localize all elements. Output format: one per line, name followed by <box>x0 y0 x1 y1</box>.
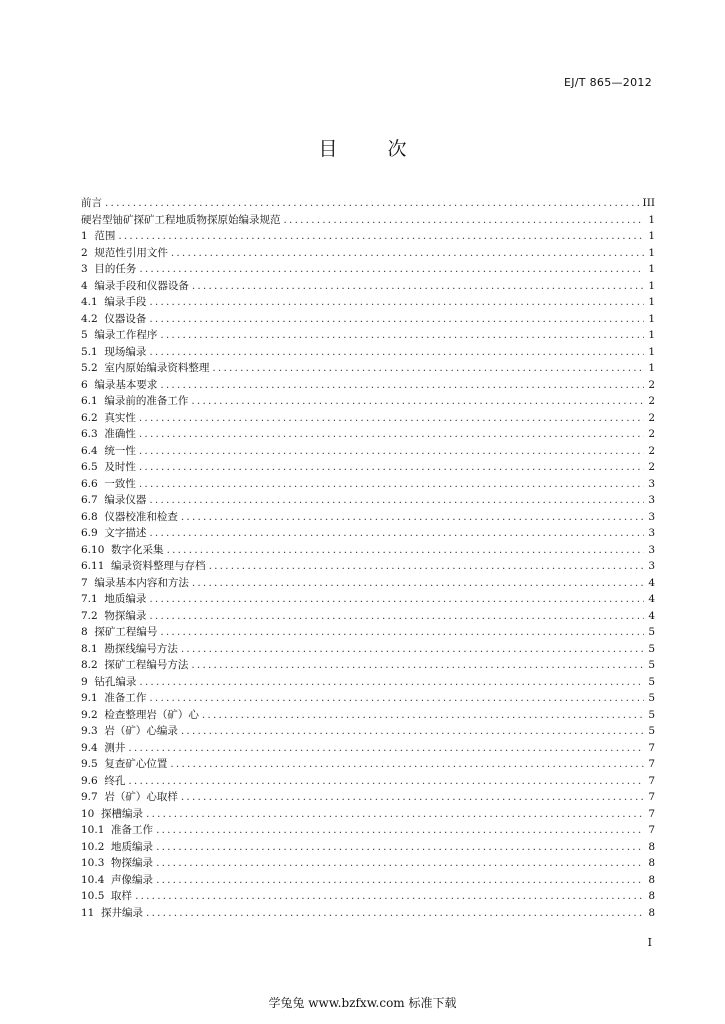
toc-entry-page: 3 <box>648 494 655 506</box>
toc-entry <box>81 459 655 476</box>
toc-entry-page: 1 <box>648 246 655 259</box>
toc-entry <box>81 872 655 889</box>
toc-entry <box>81 393 655 410</box>
toc-leader-dots <box>167 542 644 559</box>
toc-leader-dots <box>160 377 644 394</box>
toc-leader-dots <box>146 905 644 922</box>
toc-leader-dots <box>156 855 644 872</box>
toc-entry <box>81 690 655 707</box>
toc-entry-label: 11 探井编录 <box>81 906 144 919</box>
toc-leader-dots <box>191 393 644 410</box>
toc-entry-label: 8 探矿工程编号 <box>81 626 158 638</box>
toc-leader-dots <box>139 443 644 460</box>
toc-leader-dots <box>139 476 644 493</box>
toc-leader-dots <box>209 558 644 575</box>
toc-entry-label: 1 范围 <box>81 230 116 242</box>
toc-entry-label: 9.1 准备工作 <box>81 692 147 704</box>
toc-leader-dots <box>139 261 644 278</box>
toc-entry-page: 2 <box>648 444 655 457</box>
toc-entry <box>81 707 655 724</box>
toc-entry <box>81 773 655 790</box>
toc-entry-label: 6.6 一致性 <box>81 477 136 490</box>
toc-entry-label: 5.1 现场编录 <box>81 345 147 358</box>
toc-entry-label: 7 编录基本内容和方法 <box>81 576 189 589</box>
toc-entry-page: 7 <box>648 774 655 787</box>
toc-entry <box>81 212 655 229</box>
toc-entry <box>81 327 655 344</box>
toc-entry <box>81 855 655 872</box>
toc-entry-page: 8 <box>648 857 655 869</box>
toc-entry-page: 8 <box>648 840 655 853</box>
toc-entry-page: 5 <box>648 642 655 655</box>
toc-leader-dots <box>149 608 644 625</box>
toc-entry-label: 6.7 编录仪器 <box>81 494 147 506</box>
toc-entry <box>81 888 655 905</box>
toc-entry-label: 7.2 物探编录 <box>81 609 147 622</box>
toc-entry <box>81 756 655 773</box>
toc-entry-label: 6.10 数字化采集 <box>81 543 164 556</box>
toc-entry <box>81 839 655 856</box>
toc-leader-dots <box>156 839 644 856</box>
toc-entry <box>81 624 655 641</box>
toc-leader-dots <box>149 525 644 542</box>
toc-entry <box>81 245 655 262</box>
toc-entry-label: 9.6 终孔 <box>81 774 126 787</box>
toc-entry-label: 10.5 取样 <box>81 890 133 902</box>
toc-entry <box>81 542 655 559</box>
toc-entry <box>81 789 655 806</box>
toc-entry <box>81 377 655 394</box>
toc-leader-dots <box>202 707 644 724</box>
toc-entry-label: 4 编录手段和仪器设备 <box>81 279 189 292</box>
toc-entry <box>81 674 655 691</box>
toc-entry-label: 9.2 检查整理岩（矿）心 <box>81 708 199 721</box>
page-title: 目 次 <box>318 138 429 160</box>
toc-entry-label: 3 目的任务 <box>81 263 137 275</box>
toc-entry-label: 6.4 统一性 <box>81 444 136 457</box>
toc-leader-dots <box>149 311 644 328</box>
toc-entry-page: 3 <box>648 477 655 490</box>
toc-entry-page: 1 <box>648 345 655 358</box>
toc-leader-dots <box>160 624 644 641</box>
toc-entry-label: 2 规范性引用文件 <box>81 246 168 259</box>
toc-entry <box>81 591 655 608</box>
toc-entry-label: 9.7 岩（矿）心取样 <box>81 791 178 803</box>
toc-leader-dots <box>181 641 644 658</box>
toc-entry-page: 5 <box>648 725 655 737</box>
toc-entry <box>81 195 655 212</box>
toc-entry <box>81 905 655 922</box>
toc-entry-label: 10.2 地质编录 <box>81 840 154 853</box>
toc-entry-page: 1 <box>648 312 655 325</box>
toc-entry <box>81 608 655 625</box>
toc-entry-label: 4.2 仪器设备 <box>81 312 147 325</box>
toc-leader-dots <box>139 426 644 443</box>
toc-entry-label: 6.8 仪器校准和检查 <box>81 510 178 523</box>
toc-entry-page: 1 <box>648 329 655 341</box>
toc-entry-page: 8 <box>648 873 655 886</box>
toc-leader-dots <box>156 822 644 839</box>
toc-entry-page: 5 <box>648 708 655 721</box>
toc-entry-label: 8.1 勘探线编号方法 <box>81 642 178 655</box>
toc-entry-page: 8 <box>648 890 655 902</box>
toc-entry-label: 6.5 及时性 <box>81 461 136 473</box>
toc-entry-page: 1 <box>648 296 655 308</box>
toc-leader-dots <box>192 575 644 592</box>
toc-entry <box>81 641 655 658</box>
toc-entry-page: 4 <box>648 593 655 605</box>
toc-entry <box>81 509 655 526</box>
toc-entry <box>81 575 655 592</box>
toc-leader-dots <box>105 195 640 212</box>
toc-leader-dots <box>284 212 645 229</box>
toc-entry-page: 5 <box>648 626 655 638</box>
toc-entry-page: 2 <box>648 395 655 407</box>
toc-entry-page: 3 <box>648 510 655 523</box>
toc-entry <box>81 278 655 295</box>
toc-entry-label: 硬岩型铀矿探矿工程地质物探原始编录规范 <box>81 213 281 226</box>
toc-entry <box>81 294 655 311</box>
toc-entry <box>81 558 655 575</box>
toc-leader-dots <box>192 278 644 295</box>
toc-entry-page: 2 <box>648 461 655 473</box>
toc-entry-page: 3 <box>648 560 655 572</box>
toc-entry-page: 3 <box>648 543 655 556</box>
toc-entry <box>81 228 655 245</box>
toc-leader-dots <box>139 410 644 427</box>
toc-leader-dots <box>118 228 644 245</box>
toc-leader-dots <box>149 344 644 361</box>
toc-entry-page: 7 <box>648 758 655 770</box>
toc-entry-page: 1 <box>648 263 655 275</box>
toc-leader-dots <box>156 872 644 889</box>
toc-entry-label: 前言 <box>81 197 102 209</box>
toc-leader-dots <box>149 690 644 707</box>
toc-entry-label: 9 钻孔编录 <box>81 675 137 688</box>
page-number: I <box>647 936 652 949</box>
toc-entry-label: 9.5 复查矿心位置 <box>81 758 168 770</box>
toc-entry-label: 5 编录工作程序 <box>81 329 158 341</box>
toc-entry-page: 1 <box>648 213 655 226</box>
toc-entry <box>81 806 655 823</box>
toc-entry-label: 6.3 准确性 <box>81 428 136 440</box>
toc-entry-label: 4.1 编录手段 <box>81 296 147 308</box>
toc-entry-page: 7 <box>648 741 655 754</box>
toc-entry-page: 1 <box>648 230 655 242</box>
toc-entry-label: 10 探槽编录 <box>81 807 144 820</box>
toc-leader-dots <box>149 492 644 509</box>
toc-leader-dots <box>135 888 644 905</box>
toc-entry-label: 6 编录基本要求 <box>81 378 158 391</box>
toc-leader-dots <box>181 723 644 740</box>
toc-leader-dots <box>181 789 644 806</box>
toc-entry <box>81 344 655 361</box>
toc-entry-page: 8 <box>648 906 655 919</box>
toc-leader-dots <box>149 294 644 311</box>
toc-entry <box>81 426 655 443</box>
toc-entry <box>81 311 655 328</box>
toc-entry-page: 2 <box>648 428 655 440</box>
toc-entry <box>81 492 655 509</box>
toc-entry-page: 2 <box>648 411 655 424</box>
toc-leader-dots <box>160 327 644 344</box>
toc-entry-label: 6.1 编录前的准备工作 <box>81 395 189 407</box>
standard-code: EJ/T 865—2012 <box>563 76 652 89</box>
toc-leader-dots <box>170 756 644 773</box>
toc-entry-page: 5 <box>648 659 655 671</box>
table-of-contents <box>81 195 655 921</box>
toc-entry-page: 7 <box>648 791 655 803</box>
toc-leader-dots <box>128 740 644 757</box>
toc-leader-dots <box>149 591 644 608</box>
toc-leader-dots <box>181 509 644 526</box>
toc-entry-label: 7.1 地质编录 <box>81 593 147 605</box>
toc-leader-dots <box>212 360 644 377</box>
toc-entry-page: 5 <box>648 692 655 704</box>
toc-entry-page: 3 <box>648 527 655 539</box>
toc-entry <box>81 261 655 278</box>
toc-entry <box>81 657 655 674</box>
watermark-text: 学兔兔 www.bzfxw.com 标准下载 <box>268 996 457 1010</box>
toc-entry <box>81 723 655 740</box>
toc-entry <box>81 410 655 427</box>
toc-entry-page: 7 <box>648 824 655 836</box>
toc-leader-dots <box>171 245 644 262</box>
toc-entry-page: 5 <box>648 675 655 688</box>
toc-entry-page: 7 <box>648 807 655 820</box>
toc-entry-label: 9.4 测井 <box>81 741 126 754</box>
toc-entry <box>81 740 655 757</box>
toc-entry-page: III <box>642 197 655 209</box>
toc-entry <box>81 822 655 839</box>
toc-entry-page: 1 <box>648 362 655 374</box>
toc-entry <box>81 443 655 460</box>
toc-entry-label: 8.2 探矿工程编号方法 <box>81 659 189 671</box>
toc-entry <box>81 525 655 542</box>
toc-entry-page: 1 <box>648 279 655 292</box>
toc-leader-dots <box>146 806 644 823</box>
toc-entry-label: 10.4 声像编录 <box>81 873 154 886</box>
toc-entry <box>81 476 655 493</box>
toc-entry-label: 10.1 准备工作 <box>81 824 154 836</box>
toc-entry-label: 6.2 真实性 <box>81 411 136 424</box>
toc-entry-page: 4 <box>648 609 655 622</box>
toc-entry-page: 4 <box>648 576 655 589</box>
toc-entry <box>81 360 655 377</box>
toc-entry-page: 2 <box>648 378 655 391</box>
toc-entry-label: 9.3 岩（矿）心编录 <box>81 725 178 737</box>
toc-leader-dots <box>139 459 644 476</box>
toc-entry-label: 10.3 物探编录 <box>81 857 154 869</box>
toc-leader-dots <box>139 674 644 691</box>
toc-leader-dots <box>191 657 644 674</box>
toc-entry-label: 6.9 文字描述 <box>81 527 147 539</box>
toc-entry-label: 6.11 编录资料整理与存档 <box>81 560 206 572</box>
toc-leader-dots <box>128 773 644 790</box>
toc-entry-label: 5.2 室内原始编录资料整理 <box>81 362 210 374</box>
